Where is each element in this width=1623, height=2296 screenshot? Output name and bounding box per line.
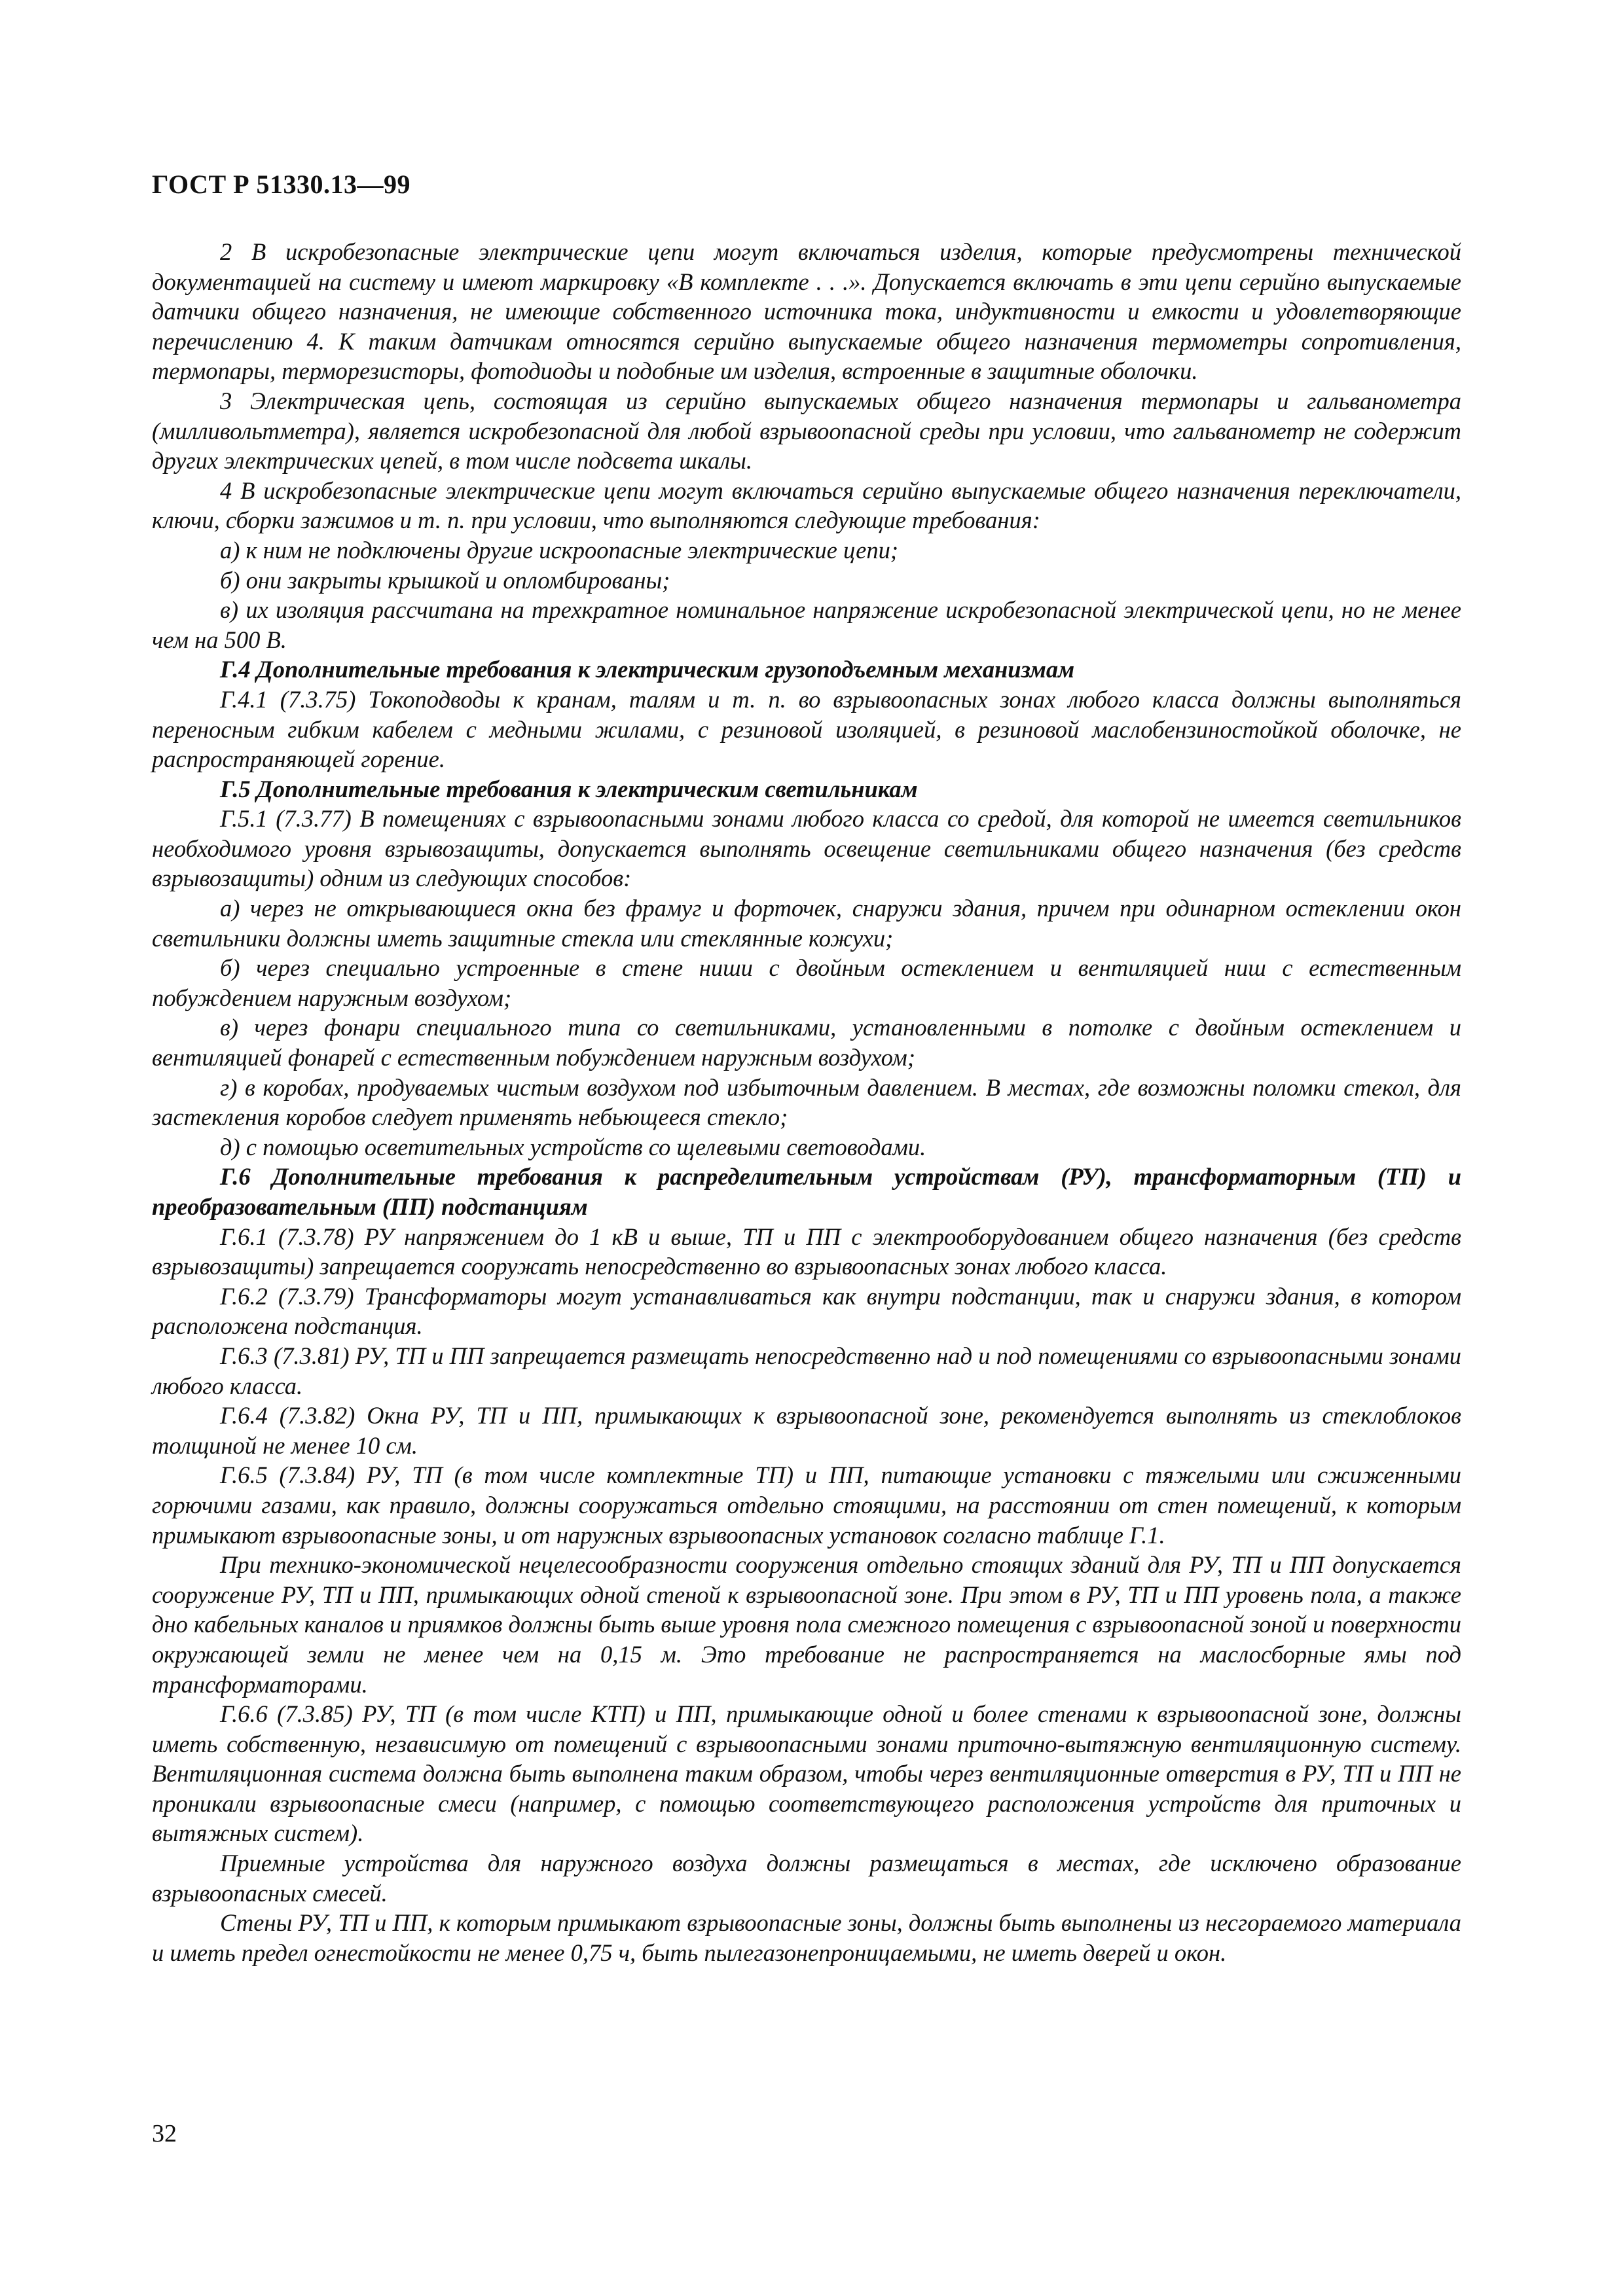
list-item: а) к ним не подключены другие искроопасные электрические цепи;	[220, 536, 898, 564]
paragraph: Стены РУ, ТП и ПП, к которым примыкают взрывоопасные зоны, должны быть выполнены из несгораемого материала и иметь предел огнестойкости не менее 0,75 ч, быть пылегазонепроницаемыми, не иметь дверей и окон.	[152, 1909, 1461, 1966]
section-heading: Г.4 Дополнительные требования к электрическим грузоподъемным механизмам	[220, 656, 1075, 683]
list-item: б) через специально устроенные в стене ниши с двойным остеклением и вентиляцией ниш с естественным побуждением наружным воздухом;	[152, 954, 1461, 1011]
list-item: а) через не открывающиеся окна без фрамуг и форточек, снаружи здания, причем при одинарном остеклении окон светильники должны иметь защитные стекла или стеклянные кожухи;	[152, 895, 1461, 952]
paragraph: Г.6.5 (7.3.84) РУ, ТП (в том числе комплектные ТП) и ПП, питающие установки с тяжелыми или сжиженными горючими газами, как правило, должны сооружаться отдельно стоящими, на расстоянии от стен помещений, к которым примыкают взрывоопасные зоны, и от наружных взрывоопасных установок согласно таблице Г.1.	[152, 1462, 1461, 1549]
document-body	[152, 237, 1461, 1967]
document-header: ГОСТ Р 51330.13—99	[152, 170, 411, 199]
paragraph: Г.5.1 (7.3.77) В помещениях с взрывоопасными зонами любого класса со средой, для которой не имеется светильников необходимого уровня взрывозащиты, допускается выполнять освещение светильниками общего назначения (без средств взрывозащиты) одним из следующих способов:	[152, 805, 1461, 892]
section-heading: Г.6 Дополнительные требования к распределительным устройствам (РУ), трансформаторным (ТП) и преобразовательным (ПП) подстанциям	[152, 1163, 1461, 1220]
paragraph: Г.6.6 (7.3.85) РУ, ТП (в том числе КТП) и ПП, примыкающие одной и более стенами к взрывоопасной зоне, должны иметь собственную, независимую от помещений с взрывоопасными зонами приточно-вытяжную вентиляционную систему. Вентиляционная система должна быть выполнена таким образом, чтобы через вентиляционные отверстия в РУ, ТП и ПП не проникали взрывоопасные смеси (например, с помощью соответствующего расположения устройств для приточных и вытяжных систем).	[152, 1700, 1461, 1847]
paragraph: Г.6.1 (7.3.78) РУ напряжением до 1 кВ и выше, ТП и ПП с электрооборудованием общего назначения (без средств взрывозащиты) запрещается сооружать непосредственно во взрывоопасных зонах любого класса.	[152, 1223, 1461, 1280]
paragraph: 2 В искробезопасные электрические цепи могут включаться изделия, которые предусмотрены технической документацией на систему и имеют маркировку «В комплекте . . .». Допускается включать в эти цепи серийно выпускаемые датчики общего назначения, не имеющие собственного источника тока, индуктивности и емкости и удовлетворяющие перечислению 4. К таким датчикам относятся серийно выпускаемые общего назначения термометры сопротивления, термопары, терморезисторы, фотодиоды и подобные им изделия, встроенные в защитные оболочки.	[152, 238, 1461, 385]
section-heading: Г.5 Дополнительные требования к электрическим светильникам	[220, 775, 918, 802]
paragraph: Приемные устройства для наружного воздуха должны размещаться в местах, где исключено образование взрывоопасных смесей.	[152, 1850, 1461, 1907]
list-item: б) они закрыты крышкой и опломбированы;	[220, 566, 670, 594]
paragraph: При технико-экономической нецелесообразности сооружения отдельно стоящих зданий для РУ, ТП и ПП допускается сооружение РУ, ТП и ПП, примыкающих одной стеной к взрывоопасной зоне. При этом в РУ, ТП и ПП уровень пола, а также дно кабельных каналов и приямков должны быть выше уровня пола смежного помещения с взрывоопасной зоной и поверхности окружающей земли не менее чем на 0,15 м. Это требование не распространяется на маслосборные ямы под трансформаторами.	[152, 1551, 1461, 1698]
paragraph: 3 Электрическая цепь, состоящая из серийно выпускаемых общего назначения термопары и гальванометра (милливольтметра), является искробезопасной для любой взрывоопасной среды при условии, что гальванометр не содержит других электрических цепей, в том числе подсвета шкалы.	[152, 387, 1461, 475]
paragraph: Г.6.4 (7.3.82) Окна РУ, ТП и ПП, примыкающих к взрывоопасной зоне, рекомендуется выполнять из стеклоблоков толщиной не менее 10 см.	[152, 1402, 1461, 1459]
list-item: в) их изоляция рассчитана на трехкратное номинальное напряжение искробезопасной электрической цепи, но не менее чем на 500 В.	[152, 596, 1461, 653]
paragraph: Г.6.3 (7.3.81) РУ, ТП и ПП запрещается размещать непосредственно над и под помещениями со взрывоопасными зонами любого класса.	[152, 1342, 1461, 1399]
paragraph: Г.6.2 (7.3.79) Трансформаторы могут устанавливаться как внутри подстанции, так и снаружи здания, в котором расположена подстанция.	[152, 1282, 1461, 1340]
paragraph: Г.4.1 (7.3.75) Токоподводы к кранам, талям и т. п. во взрывоопасных зонах любого класса должны выполняться переносным гибким кабелем с медными жилами, с резиновой изоляцией, в резиновой маслобензиностойкой оболочке, не распространяющей горение.	[152, 685, 1461, 773]
list-item: д) с помощью осветительных устройств со щелевыми световодами.	[220, 1133, 926, 1160]
paragraph: 4 В искробезопасные электрические цепи могут включаться серийно выпускаемые общего назначения переключатели, ключи, сборки зажимов и т. п. при условии, что выполняются следующие требования:	[152, 476, 1461, 534]
list-item: в) через фонари специального типа со светильниками, установленными в потолке с двойным остеклением и вентиляцией фонарей с естественным побуждением наружным воздухом;	[152, 1014, 1461, 1071]
page-number: 32	[152, 2120, 177, 2147]
list-item: г) в коробах, продуваемых чистым воздухом под избыточным давлением. В местах, где возможны поломки стекол, для застекления коробов следует применять небьющееся стекло;	[152, 1073, 1461, 1131]
